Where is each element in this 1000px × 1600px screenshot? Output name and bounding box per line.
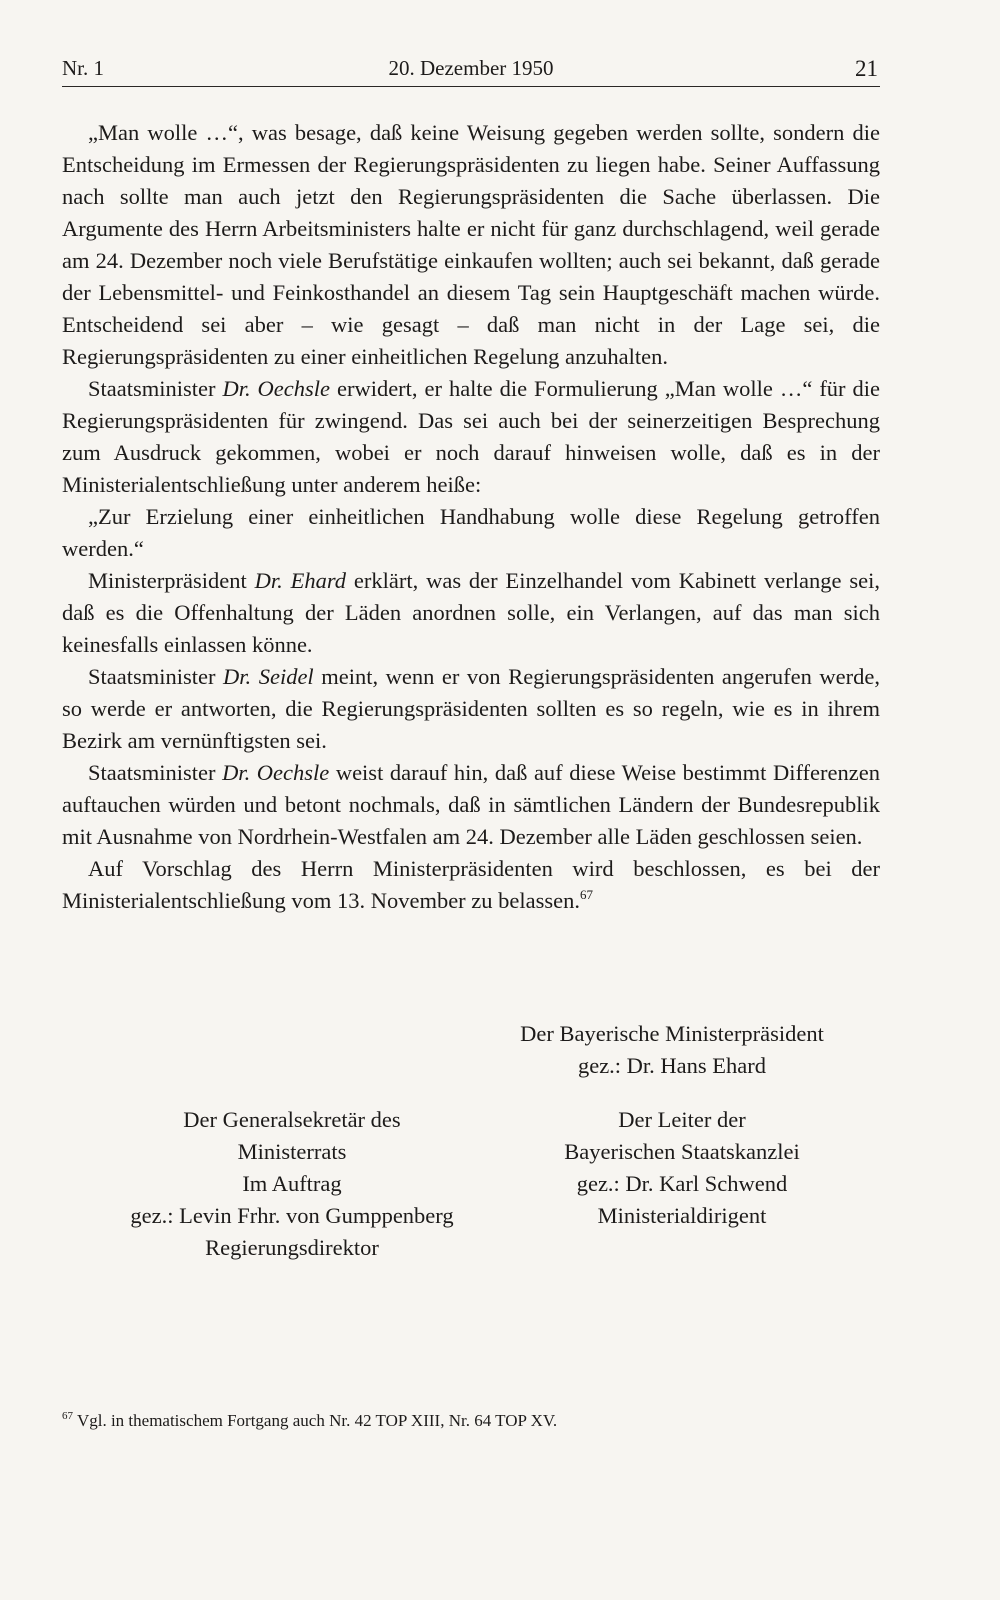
header-date: 20. Dezember 1950 xyxy=(388,56,554,80)
signature-general-secretary xyxy=(102,1104,482,1264)
paragraph-text: „Zur Erzielung einer einheitlichen Handhabung wolle diese Regelung getroffen werden.“ xyxy=(62,504,880,561)
signature-line: Bayerischen Staatskanzlei xyxy=(564,1139,800,1164)
paragraph xyxy=(62,565,880,661)
paragraph-text: Auf Vorschlag des Herrn Ministerpräsidenten wird beschlossen, es bei der Ministerialentschließung vom 13. November zu belassen. xyxy=(62,856,880,913)
speaker-name: Dr. Seidel xyxy=(223,664,314,689)
speaker-name: Dr. Ehard xyxy=(254,568,347,593)
paragraph-text: erwidert, er halte die Formulierung „Man wolle …“ für die Regierungspräsidenten für zwingend. Das sei auch bei der seinerzeitigen Besprechung zum Ausdruck gekommen, wobei er noch darauf hinweisen wolle, daß es in der Ministerialentschließung unter anderem heiße: xyxy=(62,376,880,497)
signature-chancellery-head xyxy=(502,1104,862,1232)
signature-line: gez.: Dr. Hans Ehard xyxy=(577,1053,767,1078)
paragraph-text: weist darauf hin, daß auf diese Weise bestimmt Differenzen auftauchen würden und betont nochmals, daß in sämtlichen Ländern der Bundesrepublik mit Ausnahme von Nordrhein-Westfalen am 24. Dezember alle Läden geschlossen seien. xyxy=(62,760,880,849)
running-header xyxy=(62,52,880,87)
paragraph xyxy=(62,373,880,501)
signature-minister-president xyxy=(482,1018,862,1082)
paragraph-text: Ministerpräsident xyxy=(88,568,255,593)
paragraph xyxy=(62,117,880,373)
signature-line: Ministerrats xyxy=(237,1139,347,1164)
paragraph-text: „Man wolle …“, was besage, daß keine Weisung gegeben werden sollte, sondern die Entscheidung im Ermessen der Regierungspräsidenten zu liegen habe. Seiner Auffassung nach sollte man auch jetzt den Regierungspräsidenten die Sache überlassen. Die Argumente des Herrn Arbeitsministers halte er nicht für ganz durchschlagend, weil gerade am 24. Dezember noch viele Berufstätige einkaufen wollten; auch sei bekannt, daß gerade der Lebensmittel- und Feinkosthandel an diesem Tag sein Hauptgeschäft machen würde. Entscheidend sei aber – wie gesagt – daß man nicht in der Lage sei, die Regierungspräsidenten zu einer einheitlichen Regelung anzuhalten. xyxy=(62,120,880,369)
speaker-name: Dr. Oechsle xyxy=(222,760,330,785)
protocol-body xyxy=(62,117,880,917)
speaker-name: Dr. Oechsle xyxy=(222,376,331,401)
signature-line: Im Auftrag xyxy=(242,1171,342,1196)
signature-line: gez.: Dr. Karl Schwend xyxy=(576,1171,788,1196)
footnote xyxy=(62,1410,880,1432)
footnote-number: 67 xyxy=(62,1410,73,1422)
paragraph-text: meint, wenn er von Regierungspräsidenten angerufen werde, so werde er antworten, die Regierungspräsidenten sollten es so regeln, wie es in ihrem Bezirk am vernünftigsten sei. xyxy=(62,664,880,753)
paragraph-text: Staatsminister xyxy=(88,376,223,401)
signature-line: Der Generalsekretär des xyxy=(183,1107,401,1132)
page-number: 21 xyxy=(855,56,878,81)
signature-line: Der Leiter der xyxy=(618,1107,746,1132)
footnote-reference[interactable]: 67 xyxy=(580,887,594,902)
paragraph-text: erklärt, was der Einzelhandel vom Kabinett verlange sei, daß es die Offenhaltung der Läden anordnen solle, ein Verlangen, auf das man sich keinesfalls einlassen könne. xyxy=(62,568,880,657)
paragraph-text: Staatsminister xyxy=(88,664,224,689)
document-number: Nr. 1 xyxy=(62,56,104,80)
paragraph-text: Staatsminister xyxy=(88,760,223,785)
signature-line: gez.: Levin Frhr. von Gumppenberg xyxy=(130,1203,454,1228)
paragraph xyxy=(62,757,880,853)
paragraph xyxy=(62,661,880,757)
signature-line: Ministerialdirigent xyxy=(597,1203,767,1228)
footnote-text: Vgl. in thematischem Fortgang auch Nr. 42 TOP XIII, Nr. 64 TOP XV. xyxy=(76,1411,558,1430)
signature-line: Der Bayerische Ministerpräsident xyxy=(520,1021,824,1046)
resolution-paragraph xyxy=(62,853,880,917)
quotation xyxy=(62,501,880,565)
signature-line: Regierungsdirektor xyxy=(205,1235,379,1260)
